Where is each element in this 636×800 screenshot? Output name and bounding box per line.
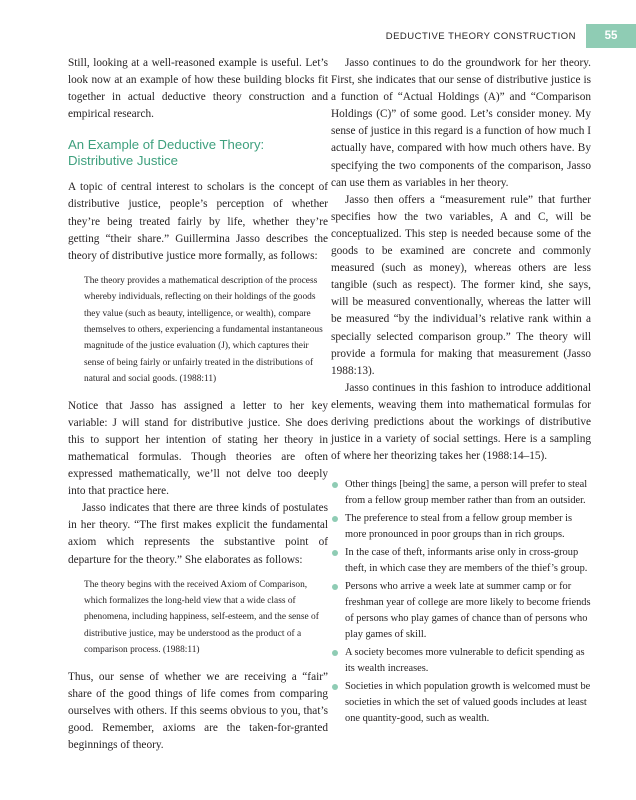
list-item bbox=[331, 511, 591, 543]
running-header bbox=[386, 24, 636, 48]
list-item-text: Other things [being] the same, a person will prefer to steal from a fellow group member rather than from an outsider. bbox=[345, 479, 588, 507]
page-number: 55 bbox=[586, 24, 636, 48]
list-item bbox=[331, 579, 591, 643]
paragraph: Jasso continues to do the groundwork for her theory. First, she indicates that our sense of distributive justice is a function of “Actual Holdings (A)” and “Comparison Holdings (C)” of some good. Let’s consider money. My sense of justice in this regard is a function of how much I actually have, compared with how much others have. By specifying the two components of the comparison, Jasso can use them as variables in her theory. bbox=[331, 57, 591, 189]
list-item bbox=[331, 679, 591, 727]
bullet-icon bbox=[332, 550, 338, 556]
section-heading: An Example of Deductive Theory: Distributive Justice bbox=[68, 137, 265, 169]
bullet-icon bbox=[332, 684, 338, 690]
right-column bbox=[331, 55, 591, 729]
paragraph: A topic of central interest to scholars is the concept of distributive justice, people’s perception of whether they’re being treated fairly by life, whether they’re getting “their share.” Guillermina Jasso describes the theory of distributive justice more formally, as follows: bbox=[68, 181, 328, 262]
paragraph: Thus, our sense of whether we are receiving a “fair” share of the good things of life comes from comparing ourselves with others. If this seems obvious to you, that’s good. Remember, axioms are the taken-for-granted beginnings of theory. bbox=[68, 670, 328, 752]
block-quote: The theory provides a mathematical description of the process whereby individuals, reflecting on their holdings of the goods they value (such as beauty, intelligence, or wealth), compare themselves to others, experiencing a fundamental instantaneous magnitude of the justice evaluation (J), which captures their sense of being fairly or unfairly treated in the distributions of natural and social goods. (1988:11) bbox=[84, 275, 323, 385]
paragraph: Jasso continues in this fashion to introduce additional elements, weaving them into mathematical formulas for deriving predictions about the workings of distributive justice in a variety of social settings. Here is a sampling of where her theorizing takes her (1988:14–15). bbox=[331, 381, 591, 463]
list-item bbox=[331, 645, 591, 677]
bullet-icon bbox=[332, 650, 338, 656]
left-column bbox=[68, 55, 328, 754]
block-quote: The theory begins with the received Axiom of Comparison, which formalizes the long-held view that a wide class of phenomena, including happiness, self-esteem, and the sense of distributive justice, may be understood as the product of a comparison process. (1988:11) bbox=[84, 579, 319, 656]
bullet-icon bbox=[332, 584, 338, 590]
paragraph: Still, looking at a well-reasoned example is useful. Let’s look now at an example of how these building blocks fit together in actual deductive theory construction and empirical research. bbox=[68, 57, 328, 121]
list-item bbox=[331, 477, 591, 509]
bullet-icon bbox=[332, 482, 338, 488]
paragraph: Jasso indicates that there are three kinds of postulates in her theory. “The first makes explicit the fundamental axiom which represents the substantive point of departure for the theory.” She elaborates as follows: bbox=[68, 502, 328, 566]
bullet-icon bbox=[332, 516, 338, 522]
running-head: DEDUCTIVE THEORY CONSTRUCTION bbox=[385, 30, 576, 42]
list-item-text: A society becomes more vulnerable to deficit spending as its wealth increases. bbox=[345, 647, 585, 675]
list-item bbox=[331, 545, 591, 577]
bullet-list bbox=[331, 477, 591, 727]
paragraph: Notice that Jasso has assigned a letter to her key variable: J will stand for distributive justice. She does this to support her intention of stating her theory in mathematical formulas. Though theories are often expressed mathematically, we’ll not delve too deeply into that practice here. bbox=[68, 399, 328, 498]
list-item-text: Persons who arrive a week late at summer camp or for freshman year of college are more likely to become friends of persons who play games of chance than of persons who play games of skill. bbox=[345, 581, 591, 641]
list-item-text: The preference to steal from a fellow group member is more pronounced in poor groups than in rich groups. bbox=[345, 513, 573, 541]
paragraph: Jasso then offers a “measurement rule” that further specifies how the two variables, A and C, will be conceptualized. This step is needed because some of the goods to be examined are concrete and commonly measured (such as money), whereas others are less tangible (such as respect). The former kind, she says, will be measured conventionally, whereas the latter will be measured “by the individual’s relative rank within a specially selected comparison group.” The theory will provide a formula for making that measurement (Jasso 1988:13). bbox=[331, 193, 591, 377]
list-item-text: In the case of theft, informants arise only in cross-group theft, in which case they are members of the thief’s group. bbox=[345, 547, 588, 575]
list-item-text: Societies in which population growth is welcomed must be societies in which the set of valued goods includes at least one quantity-good, such as wealth. bbox=[345, 681, 591, 725]
